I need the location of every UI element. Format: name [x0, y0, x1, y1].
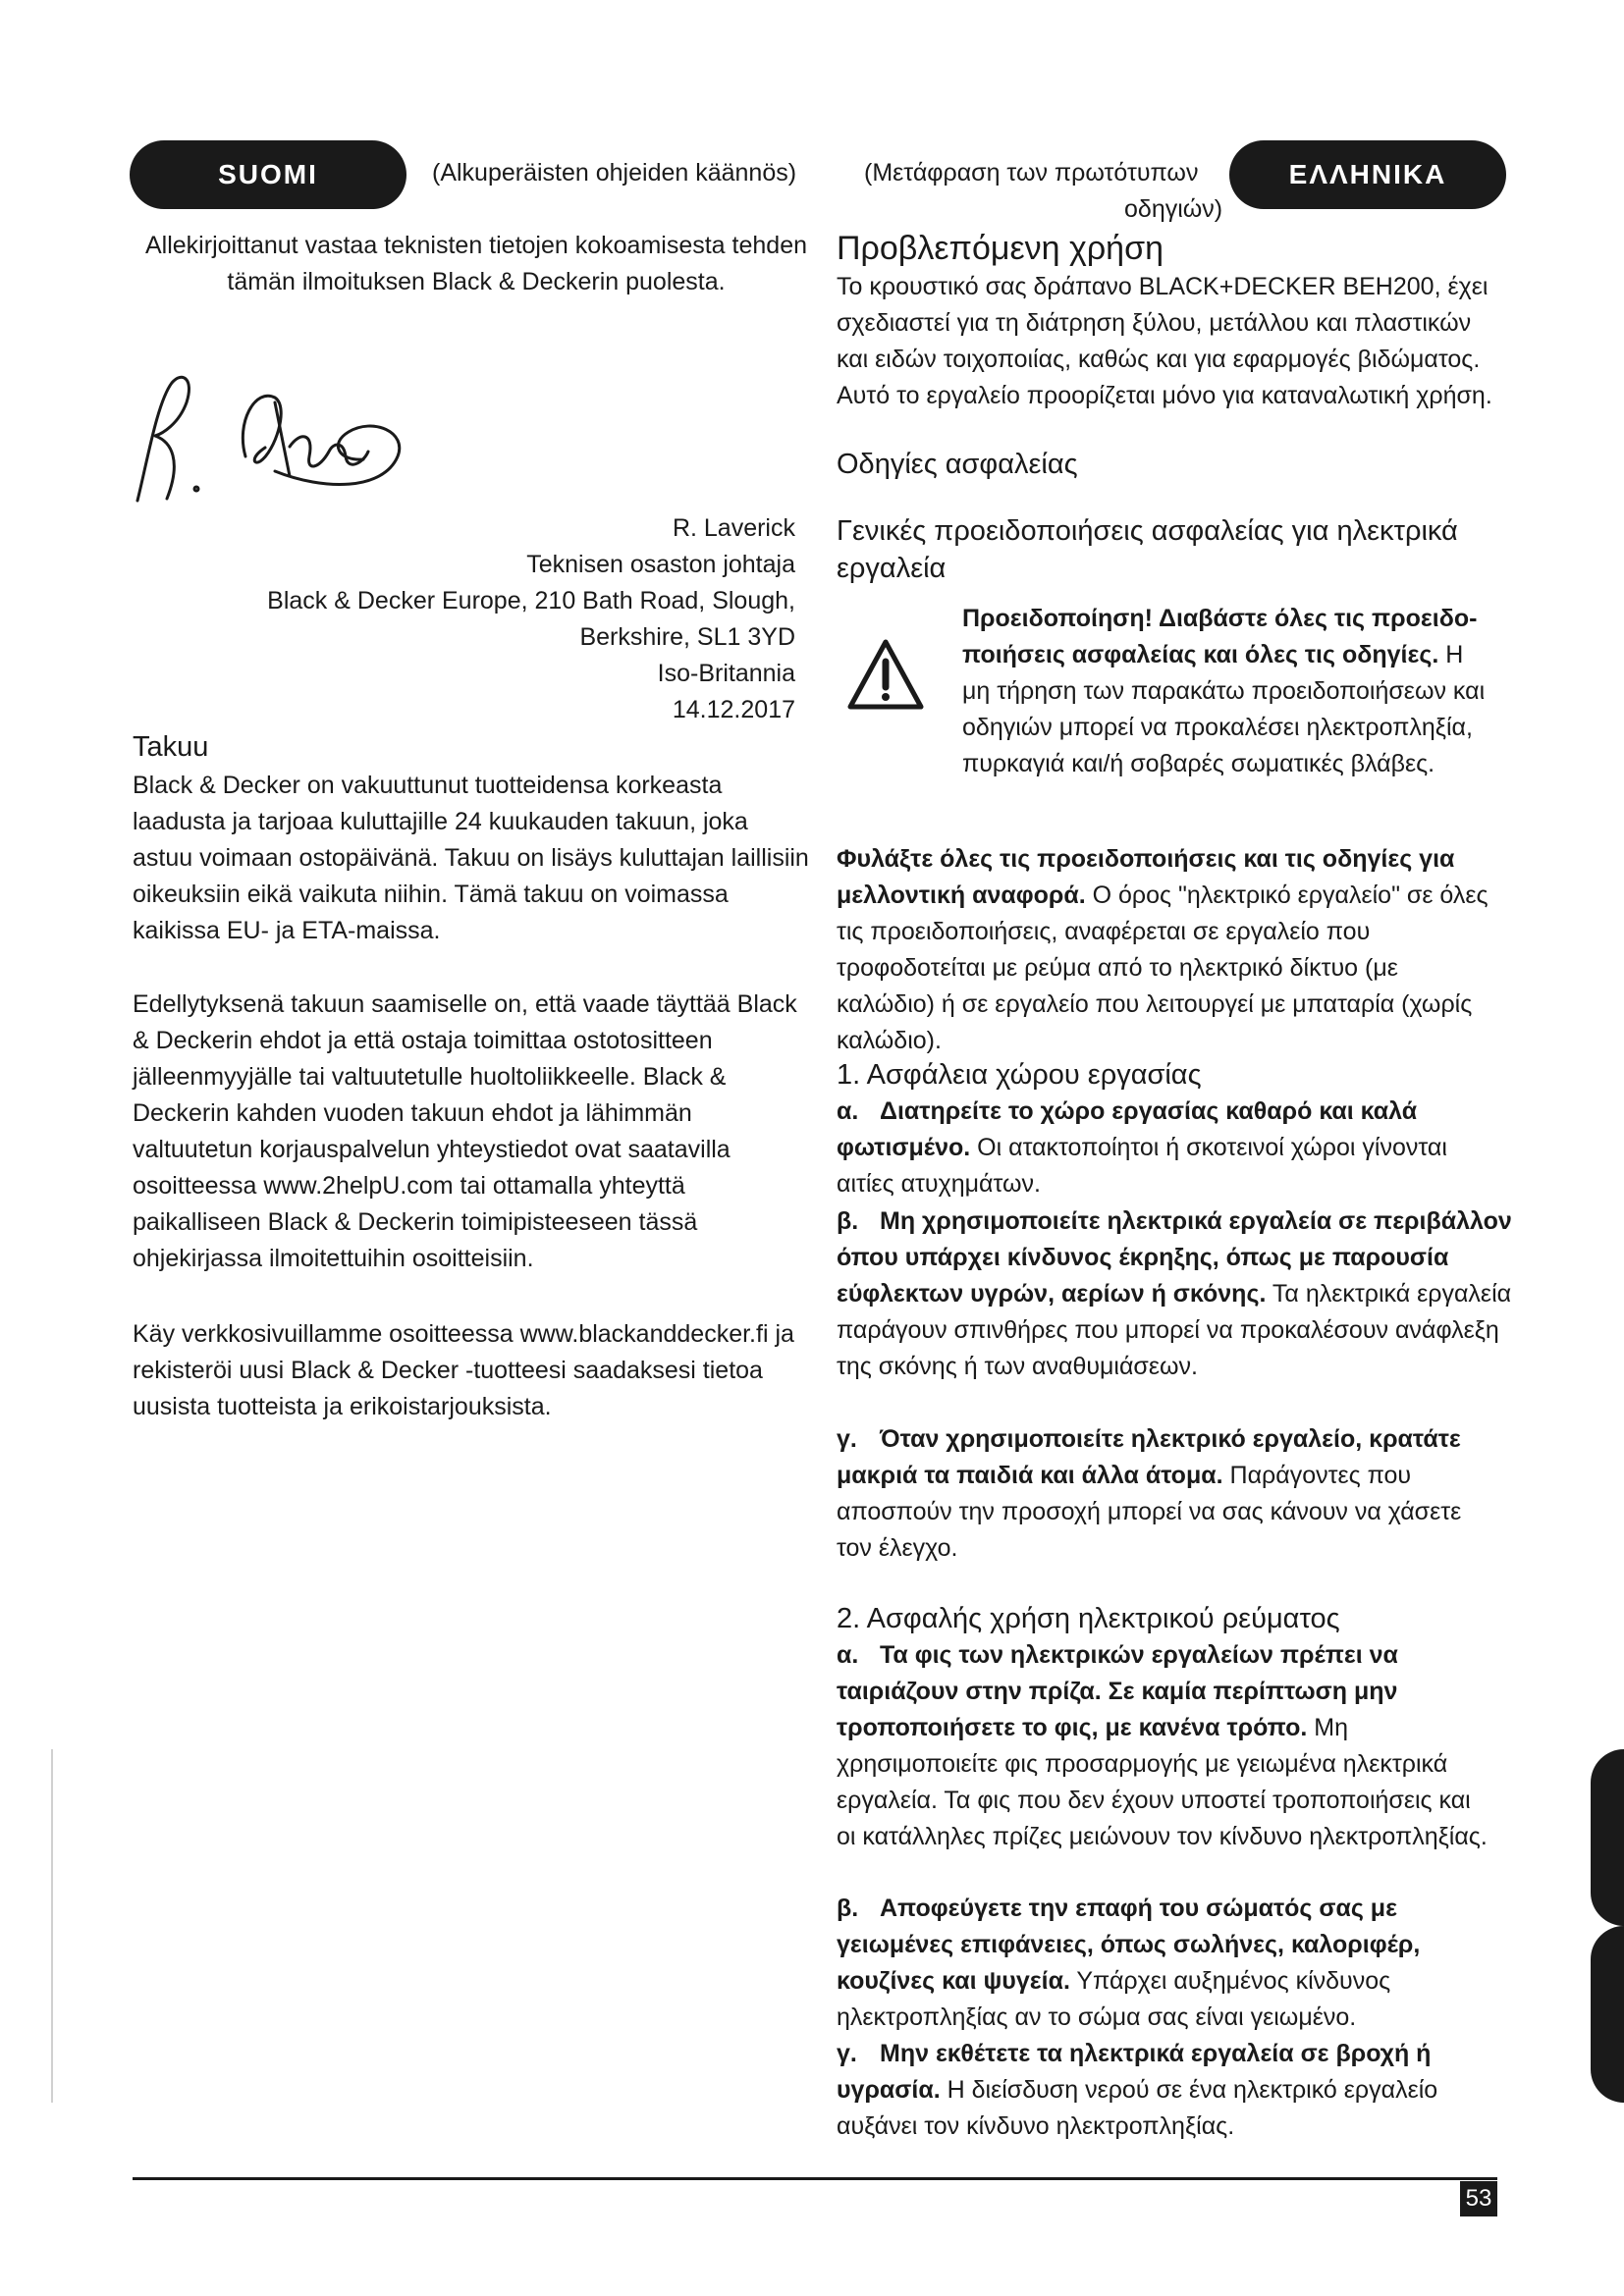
warranty-heading: Takuu [133, 731, 209, 763]
list-item [837, 1421, 1494, 1567]
list-item-text: Μη χρησιμοποιείτε φις προσαρμογής με γειωμένα ηλεκτρικά εργαλεία. Τα φις που δεν έχουν υποστεί τροποποιήσεις και οι κατάλληλες πρίζες μειώνουν τον κίνδυνο ηλεκτροπληξίας. [837, 1714, 1488, 1850]
list-item [837, 1891, 1494, 2036]
signatory-address: Black & Decker Europe, 210 Bath Road, Slough, [267, 587, 795, 614]
page-number-box [1460, 2181, 1497, 2216]
warranty-paragraph-1: Black & Decker on vakuuttunut tuotteidensa korkeasta laadusta ja tarjoaa kuluttajille 24 kuukauden takuun, joka astuu voimaan ostopäivänä. Takuu on lisäys kuluttajan laillisiin oikeuksiin eikä vaikuta niihin. Tämä takuu on voimassa kaikissa EU- ja ETA-maissa. [133, 772, 809, 944]
signatory-date: 14.12.2017 [672, 696, 795, 723]
footer-rule [133, 2177, 1497, 2180]
list-item [837, 1094, 1494, 1202]
margin-line [51, 1926, 53, 2103]
list-item-label: α. [837, 1097, 859, 1125]
list-item-bold: Μη χρησιμοποιείτε ηλεκτρικά εργαλεία σε περιβάλλον όπου υπάρχει κίνδυνος έκρηξης, όπως με παρουσία εύφλεκτων υγρών, αερίων ή σκόνης. [837, 1207, 1512, 1308]
language-badge-suomi [130, 140, 406, 209]
keep-instructions-bold: Φυλάξτε όλες τις προειδοποιήσεις και τις οδηγίες για μελλοντική αναφορά. [837, 845, 1455, 909]
handwritten-signature [128, 363, 412, 510]
list-item-bold: Τα φις των ηλεκτρικών εργαλείων πρέπει να ταιριάζουν στην πρίζα. Σε καμία περίπτωση μην τροποποιήσετε το φις, με κανένα τρόπο. [837, 1641, 1398, 1741]
list-item-text: Η διείσδυση νερού σε ένα ηλεκτρικό εργαλείο αυξάνει τον κίνδυνο ηλεκτροπληξίας. [837, 2076, 1438, 2140]
electrical-safety-heading: 2. Ασφαλής χρήση ηλεκτρικού ρεύματος [837, 1603, 1340, 1634]
list-item-text: Οι ατακτοποίητοι ή σκοτεινοί χώροι γίνονται αιτίες ατυχημάτων. [837, 1134, 1447, 1198]
list-item-label: γ. [837, 1425, 857, 1453]
warning-body: Η μη τήρηση των παρακάτω προειδοποιήσεων και οδηγιών μπορεί να προκαλέσει ηλεκτροπληξία, πυρκαγιά και/ή σοβαρές σωματικές βλάβες. [962, 641, 1486, 777]
signatory-region: Berkshire, SL1 3YD [579, 623, 795, 651]
keep-instructions-body: Ο όρος "ηλεκτρικό εργαλείο" σε όλες τις προειδοποιήσεις, αναφέρεται σε εργαλείο που τροφοδοτείται με ρεύμα από το ηλεκτρικό δίκτυο (με καλώδιο) ή σε εργαλείο που λειτουργεί με μπαταρία (χωρίς καλώδιο). [837, 881, 1489, 1054]
list-item-label: β. [837, 1895, 859, 1922]
list-item-label: β. [837, 1207, 859, 1235]
section-tab [1591, 1926, 1624, 2103]
margin-line [51, 1749, 53, 1926]
list-item-text: Παράγοντες που αποσπούν την προσοχή μπορεί να σας κάνουν να χάσετε τον έλεγχο. [837, 1462, 1462, 1562]
translation-note: (Alkuperäisten ohjeiden käännös) [432, 159, 797, 187]
intended-use-heading: Προβλεπόμενη χρήση [837, 230, 1164, 267]
warning-text [962, 601, 1492, 782]
list-item-bold: Μην εκθέτετε τα ηλεκτρικά εργαλεία σε βροχή ή υγρασία. [837, 2040, 1432, 2104]
warning-triangle-icon [846, 638, 925, 711]
list-item-bold: Αποφεύγετε την επαφή του σώματός σας με γειωμένες επιφάνειες, όπως σωλήνες, καλοριφέρ, κουζίνες και ψυγεία. [837, 1895, 1421, 1995]
signatory-country: Iso-Britannia [657, 660, 795, 687]
list-item [837, 1203, 1524, 1385]
list-item-label: α. [837, 1641, 859, 1669]
language-label: ΕΛΛΗΝΙΚΑ [1288, 159, 1447, 189]
translation-note-line-2: οδηγιών) [1124, 195, 1223, 223]
list-item-text: Τα ηλεκτρικά εργαλεία παράγουν σπινθήρες που μπορεί να προκαλέσουν ανάφλεξη της σκόνης ή των αναθυμιάσεων. [837, 1280, 1512, 1380]
declaration-intro: Allekirjoittanut vastaa teknisten tietojen kokoamisesta tehden tämän ilmoituksen Black & Deckerin puolesta. [145, 232, 807, 295]
list-item-label: γ. [837, 2040, 857, 2067]
list-item [837, 2036, 1494, 2145]
list-item-text: Υπάρχει αυξημένος κίνδυνος ηλεκτροπληξίας αν το σώμα σας είναι γειωμένο. [837, 1967, 1391, 2031]
translation-note-line-1: (Μετάφραση των πρωτότυπων [864, 159, 1199, 187]
signatory-title: Teknisen osaston johtaja [526, 551, 795, 578]
warning-bold: Προειδοποίηση! Διαβάστε όλες τις προειδοποιήσεις ασφαλείας και όλες τις οδηγίες. [962, 605, 1478, 668]
signatory-name: R. Laverick [672, 514, 795, 542]
intended-use-text: Το κρουστικό σας δράπανο BLACK+DECKER BEH200, έχει σχεδιαστεί για τη διάτρηση ξύλου, μετάλλου και πλαστικών και ειδών τοιχοποιίας, καθώς και για εφαρμογές βιδώματος. Αυτό το εργαλείο προορίζεται μόνο για καταναλωτική χρήση. [837, 273, 1492, 409]
keep-instructions-text [837, 841, 1494, 1059]
warranty-paragraph-2: Edellytyksenä takuun saamiselle on, että vaade täyttää Black & Deckerin ehdot ja että ostaja toimittaa ostotositteen jälleenmyyjälle tai valtuutetulle huoltoliikkeelle. Black & Deckerin kahden vuoden takuun ehdot ja lähimmän valtuutetun korjauspalvelun yhteystiedot ovat saatavilla osoitteessa www.2helpU.com tai ottamalla yhteyttä paikalliseen Black & Deckerin toimipisteeseen tässä ohjekirjassa ilmoitettuihin osoitteisiin. [133, 990, 797, 1272]
list-item [837, 1637, 1494, 1855]
section-tab [1591, 1749, 1624, 1926]
language-label: SUOMI [218, 159, 318, 189]
signatory-block [196, 510, 795, 728]
page-number: 53 [1465, 2185, 1492, 2212]
general-warnings-heading: Γενικές προειδοποιήσεις ασφαλείας για ηλεκτρικά εργαλεία [837, 515, 1458, 584]
list-item-bold: Διατηρείτε το χώρο εργασίας καθαρό και καλά φωτισμένο. [837, 1097, 1418, 1161]
work-area-safety-heading: 1. Ασφάλεια χώρου εργασίας [837, 1059, 1202, 1091]
safety-instructions-heading: Οδηγίες ασφαλείας [837, 449, 1078, 480]
language-badge-greek [1229, 140, 1506, 209]
warranty-paragraph-3: Käy verkkosivuillamme osoitteessa www.blackanddecker.fi ja rekisteröi uusi Black & Decker -tuotteesi saadaksesi tietoa uusista tuotteista ja erikoistarjouksista. [133, 1320, 794, 1420]
list-item-bold: Όταν χρησιμοποιείτε ηλεκτρικό εργαλείο, κρατάτε μακριά τα παιδιά και άλλα άτομα. [837, 1425, 1461, 1489]
